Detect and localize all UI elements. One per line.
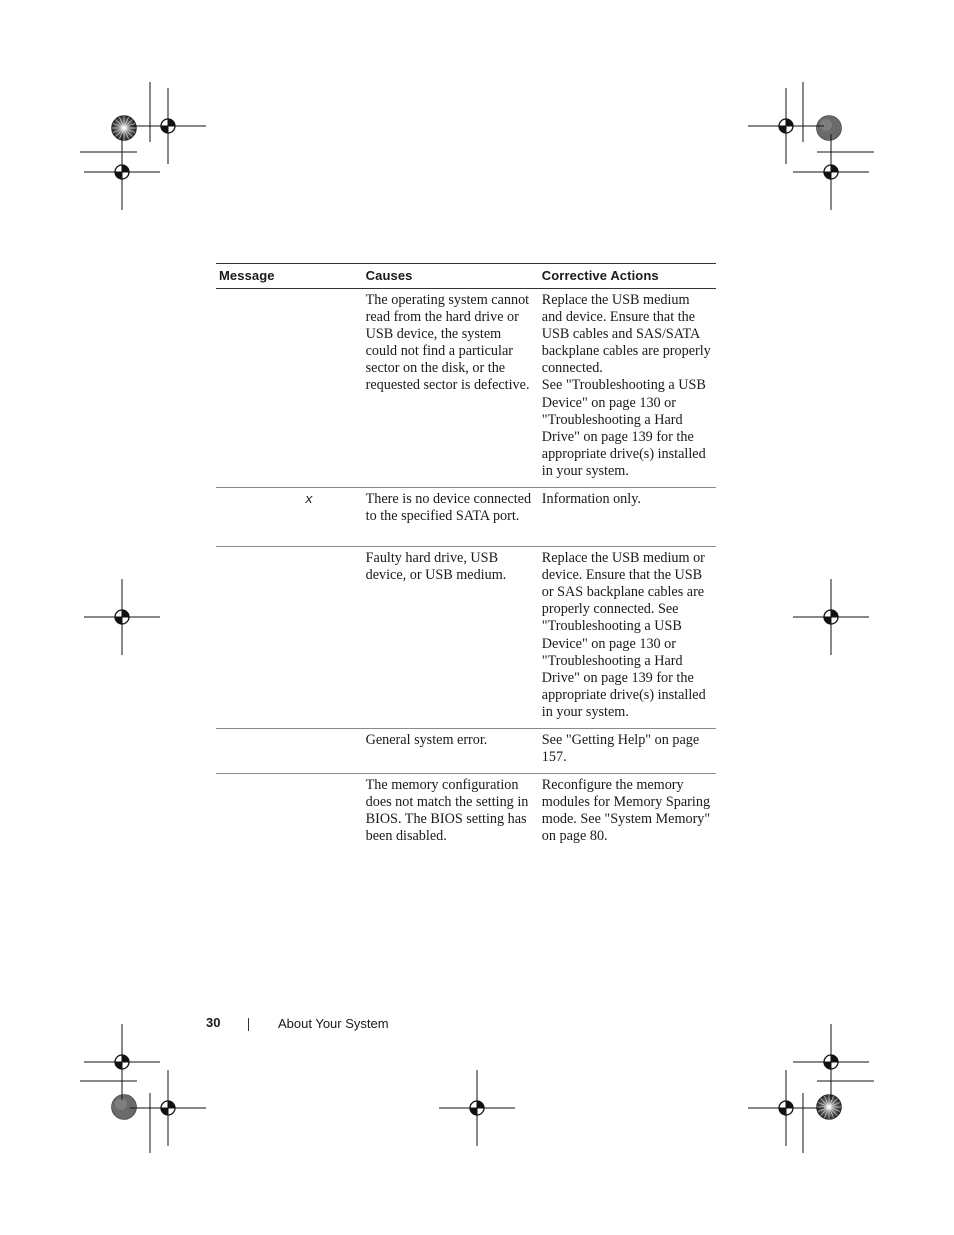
table-row <box>216 488 716 547</box>
table-row <box>216 774 716 853</box>
column-header-causes: Causes <box>363 264 539 289</box>
action-cell <box>539 289 716 488</box>
message-cell <box>216 728 363 773</box>
action-text: Replace the USB medium and device. Ensure that the USB cables and SAS/SATA backplane cables are properly connected. <box>541 292 711 377</box>
table-row <box>216 289 716 488</box>
footer-divider <box>248 1018 249 1031</box>
action-cell: Replace the USB medium or device. Ensure that the USB or SAS backplane cables are properly connected. See "Troubleshooting a USB Device" on page 130 or "Troubleshooting a Hard Drive" on page 139 for the appropriate drive(s) installed in your system. <box>539 547 716 729</box>
table-row <box>216 728 716 773</box>
action-cell: Information only. <box>539 488 716 547</box>
column-header-corrective-actions: Corrective Actions <box>539 264 716 289</box>
message-variable-x: x <box>305 492 313 508</box>
footer-section-title: About Your System <box>278 1016 389 1031</box>
cause-cell: Faulty hard drive, USB device, or USB medium. <box>363 547 539 729</box>
cause-cell: The memory configuration does not match the setting in BIOS. The BIOS setting has been disabled. <box>365 777 529 845</box>
cause-cell: There is no device connected to the specified SATA port. <box>363 488 539 547</box>
message-cell <box>216 289 363 488</box>
action-cross-reference: See "Troubleshooting a USB Device" on page 130 or "Troubleshooting a Hard Drive" on page 139 for the appropriate drive(s) installed in your system. <box>541 377 706 479</box>
page-number: 30 <box>206 1015 221 1030</box>
message-cell <box>216 774 363 853</box>
table-row <box>216 547 716 729</box>
table-header-row <box>216 264 716 289</box>
column-header-message: Message <box>216 264 363 289</box>
action-cell: Reconfigure the memory modules for Memory Sparing mode. See "System Memory" on page 80. <box>541 777 711 845</box>
message-cell <box>216 488 363 547</box>
cause-cell: The operating system cannot read from the hard drive or USB device, the system could not find a particular sector on the disk, or the requested sector is defective. <box>363 289 539 488</box>
error-message-table <box>216 263 716 853</box>
action-cell: See "Getting Help" on page 157. <box>539 728 716 773</box>
cause-cell: General system error. <box>363 728 539 773</box>
message-cell <box>216 547 363 729</box>
